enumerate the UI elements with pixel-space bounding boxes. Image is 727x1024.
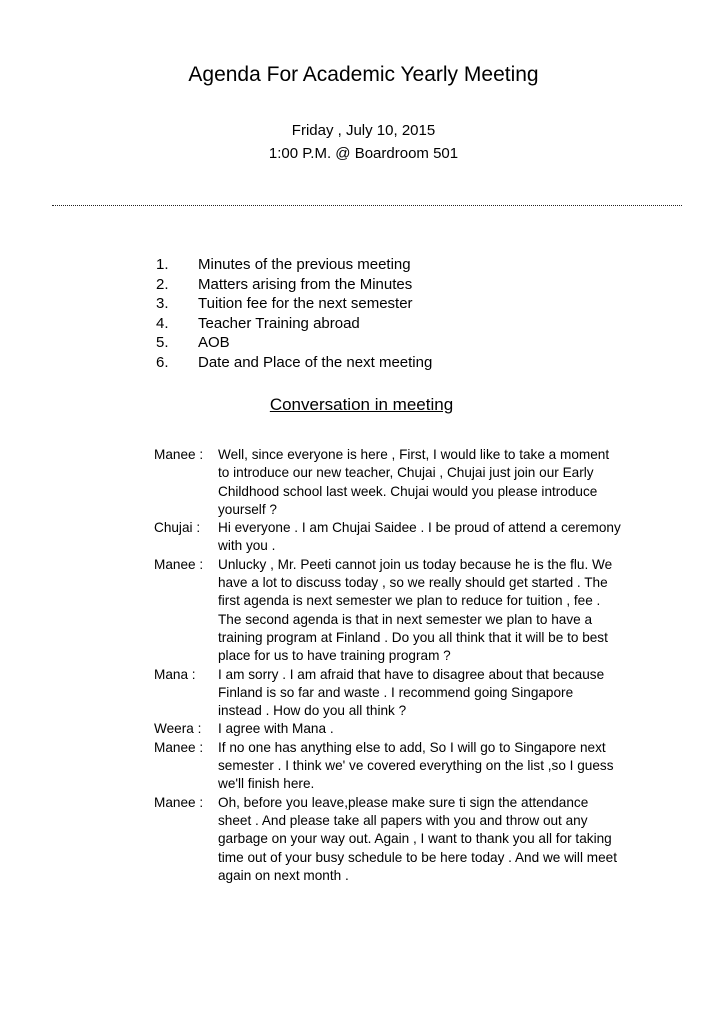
speaker-name: Chujai : (154, 520, 201, 536)
dialogue-line: Unlucky , Mr. Peeti cannot join us today because he is the flu. We (218, 556, 613, 572)
dialogue-entry (154, 720, 674, 738)
dialogue-entry (154, 446, 674, 519)
dialogue-line: again on next month . (218, 867, 349, 883)
dialogue-entry (154, 519, 674, 556)
conversation-heading: Conversation in meeting (269, 395, 454, 414)
dialogue-line: Oh, before you leave,please make sure ti sign the attendance (218, 794, 589, 810)
agenda-item-number: 4. (156, 314, 169, 332)
dialogue-line: sheet . And please take all papers with you and throw out any (218, 812, 588, 828)
dialogue-line: semester . I think we' ve covered everything on the list ,so I guess (218, 758, 614, 774)
agenda-item (156, 353, 656, 373)
agenda-item (156, 255, 656, 275)
agenda-item-text: Minutes of the previous meeting (198, 256, 411, 273)
document-title: Agenda For Academic Yearly Meeting (188, 63, 539, 86)
agenda-item-number: 3. (156, 295, 169, 312)
agenda-item-number: 5. (156, 334, 169, 351)
speaker-name: Manee : (154, 556, 204, 572)
dialogue-line: Finland is so far and waste . I recommend going Singapore (218, 684, 574, 700)
agenda-item-text: Matters arising from the Minutes (198, 275, 413, 293)
agenda-item-text: Date and Place of the next meeting (198, 353, 433, 371)
dialogue-line: I am sorry . I am afraid that have to disagree about that because (218, 666, 605, 682)
dialogue-line: I agree with Mana . (218, 721, 334, 737)
meeting-date: Friday , July 10, 2015 (291, 122, 436, 139)
agenda-item (156, 314, 656, 334)
agenda-item (156, 294, 656, 314)
dialogue-line: we'll finish here. (218, 776, 315, 792)
agenda-item-text: Tuition fee for the next semester (198, 295, 413, 312)
conversation-transcript (154, 446, 674, 885)
meeting-time-place: 1:00 P.M. @ Boardroom 501 (268, 145, 459, 162)
dotted-divider (52, 205, 682, 206)
dialogue-line: instead . How do you all think ? (218, 703, 407, 719)
dialogue-line: Well, since everyone is here , First, I would like to take a moment (218, 447, 610, 462)
dialogue-line: with you . (218, 538, 276, 554)
speaker-name: Manee : (154, 447, 204, 462)
speaker-name: Mana : (154, 666, 196, 682)
dialogue-line: to introduce our new teacher, Chujai , Chujai just join our Early (218, 465, 594, 481)
dialogue-line: garbage on your way out. Again , I want to thank you all for taking (218, 831, 612, 847)
agenda-list (156, 255, 656, 372)
dialogue-entry (154, 739, 674, 794)
agenda-item-text: AOB (198, 334, 230, 351)
dialogue-line: first agenda is next semester we plan to reduce for tuition , fee . (218, 593, 601, 609)
agenda-item (156, 275, 656, 295)
dialogue-line: If no one has anything else to add, So I will go to Singapore next (218, 739, 606, 755)
dialogue-line: The second agenda is that in next semester we plan to have a (218, 611, 593, 627)
agenda-item-number: 2. (156, 275, 169, 293)
speaker-name: Manee : (154, 739, 204, 755)
speaker-name: Manee : (154, 794, 204, 810)
speaker-name: Weera : (154, 721, 202, 737)
dialogue-line: Hi everyone . I am Chujai Saidee . I be proud of attend a ceremony (218, 520, 621, 536)
dialogue-entry (154, 666, 674, 721)
agenda-item-number: 6. (156, 353, 169, 371)
dialogue-line: Childhood school last week. Chujai would you please introduce (218, 483, 598, 499)
dialogue-line: place for us to have training program ? (218, 648, 451, 664)
dialogue-line: time out of your busy schedule to be here today . And we will meet (218, 849, 617, 865)
agenda-item-text: Teacher Training abroad (198, 314, 360, 332)
dialogue-line: training program at Finland . Do you all think that it will be to best (218, 629, 608, 645)
agenda-item (156, 333, 656, 353)
dialogue-line: have a lot to discuss today , so we really should get started . The (218, 575, 608, 591)
dialogue-line: yourself ? (218, 501, 277, 517)
dialogue-entry (154, 794, 674, 885)
dialogue-entry (154, 556, 674, 666)
agenda-item-number: 1. (156, 256, 169, 273)
